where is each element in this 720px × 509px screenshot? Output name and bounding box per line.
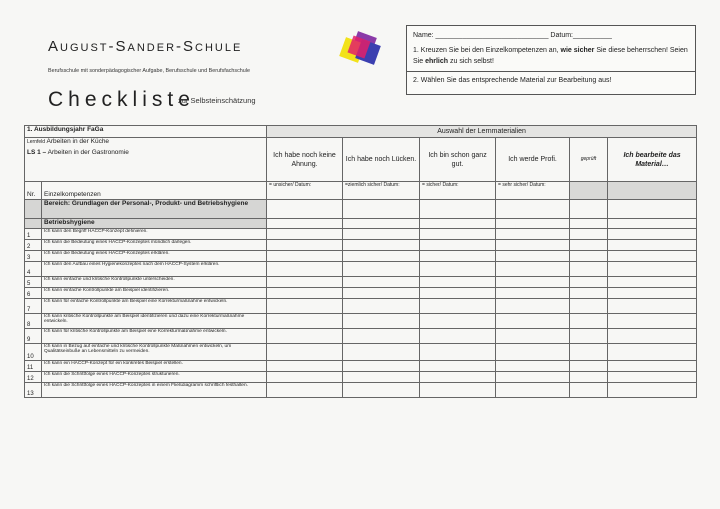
check-cell[interactable]	[343, 229, 420, 240]
check-cell[interactable]	[608, 361, 697, 372]
row-competence: Ich kann einfache und kritische Kontrollpunkte unterscheiden.	[42, 277, 267, 288]
instruction-2: 2. Wählen Sie das entsprechende Material zur Bearbeitung aus!	[413, 77, 612, 84]
check-cell[interactable]	[496, 299, 570, 314]
check-cell[interactable]	[267, 314, 343, 329]
row-number: 13	[25, 383, 42, 398]
row-competence: Ich kann die Schrittfolge eines HACCP-Konzeptes strukturieren.	[42, 372, 267, 383]
page-subtitle: zur Selbsteinschätzung	[178, 96, 256, 105]
row-competence: Ich kann den Begriff HACCP-Konzept definieren.	[42, 229, 267, 240]
page-title: Checkliste	[48, 88, 195, 111]
row-competence: Ich kann ein HACCP-Konzept für ein konkretes Beispiel erstellen.	[42, 361, 267, 372]
check-cell[interactable]	[420, 262, 496, 277]
check-cell[interactable]	[267, 240, 343, 251]
table-row	[25, 372, 697, 383]
instruction-box	[406, 25, 696, 95]
check-cell[interactable]	[420, 314, 496, 329]
check-cell[interactable]	[420, 299, 496, 314]
check-cell[interactable]	[608, 344, 697, 361]
nr-header: Nr.	[25, 182, 42, 200]
row-number: 12	[25, 372, 42, 383]
row-number: 5	[25, 277, 42, 288]
betriebshygiene-label: Betriebshygiene	[42, 219, 267, 229]
check-cell[interactable]	[570, 251, 608, 262]
col-keine-ahnung: Ich habe noch keine Ahnung.	[267, 138, 343, 182]
col-profi: Ich werde Profi.	[496, 138, 570, 182]
check-cell[interactable]	[267, 251, 343, 262]
sub-sicher: = sicher/ Datum:	[420, 182, 496, 200]
col-bearbeite: Ich bearbeite das Material…	[608, 138, 697, 182]
check-cell[interactable]	[420, 372, 496, 383]
check-cell[interactable]	[420, 229, 496, 240]
auswahl-header: Auswahl der Lernmaterialien	[267, 126, 697, 138]
check-cell[interactable]	[608, 372, 697, 383]
school-name: AUGUST-SANDER-SCHULE	[48, 38, 243, 55]
row-number: 9	[25, 329, 42, 344]
check-cell[interactable]	[608, 329, 697, 344]
school-logo	[332, 30, 392, 74]
check-cell[interactable]	[267, 229, 343, 240]
row-number: 11	[25, 361, 42, 372]
row-competence: Ich kann die Bedeutung eines HACCP-Konzeptes erklären.	[42, 251, 267, 262]
ausbildungsjahr: 1. Ausbildungsjahr FaGa	[25, 126, 267, 138]
table-row	[25, 288, 697, 299]
check-cell[interactable]	[496, 344, 570, 361]
check-cell[interactable]	[570, 361, 608, 372]
table-row	[25, 344, 697, 361]
table-row	[25, 277, 697, 288]
check-cell[interactable]	[343, 344, 420, 361]
check-cell[interactable]	[608, 288, 697, 299]
row-competence: Ich kann in Bezug auf einfache und kritische Kontrollpunkte Maßnahmen entwickeln, um Qualitätseinbuße an Lebensmitteln zu vermeiden.	[42, 344, 267, 361]
check-cell[interactable]	[570, 329, 608, 344]
row-competence: Ich kann die Schrittfolge eines HACCP-Konzeptes in einem Fließdiagramm schriftlich festhalten.	[42, 383, 267, 398]
check-cell[interactable]	[267, 262, 343, 277]
check-cell[interactable]	[343, 240, 420, 251]
check-cell[interactable]	[496, 288, 570, 299]
row-competence: Ich kann einfache Kontrollpunkte am Beispiel identifizieren.	[42, 288, 267, 299]
check-cell[interactable]	[343, 314, 420, 329]
check-cell[interactable]	[420, 288, 496, 299]
school-subline: Berufsschule mit sonderpädagogischer Aufgabe, Berufsschule und Berufsfachschule	[48, 68, 250, 74]
check-cell[interactable]	[496, 314, 570, 329]
bereich-label: Bereich: Grundlagen der Personal-, Produkt- und Betriebshygiene	[42, 200, 267, 219]
table-row	[25, 262, 697, 277]
col-geprueft: geprüft	[570, 138, 608, 182]
lernfeld-cell: Lernfeld Arbeiten in der Küche LS 1 – Arbeiten in der Gastronomie	[25, 138, 267, 182]
check-cell[interactable]	[570, 344, 608, 361]
check-cell[interactable]	[343, 251, 420, 262]
instruction-1: 1. Kreuzen Sie bei den Einzelkompetenzen an, wie sicher Sie diese beherrschen! Seien Sie ehrlich zu sich selbst!	[413, 47, 688, 65]
check-cell[interactable]	[608, 314, 697, 329]
check-cell[interactable]	[496, 372, 570, 383]
col-luecken: Ich habe noch Lücken.	[343, 138, 420, 182]
check-cell[interactable]	[570, 277, 608, 288]
row-competence: Ich kann den Aufbau eines Hygienekonzeptes nach dem HACCP-System erklären.	[42, 262, 267, 277]
check-cell[interactable]	[496, 329, 570, 344]
check-cell[interactable]	[267, 277, 343, 288]
check-cell[interactable]	[608, 240, 697, 251]
check-cell[interactable]	[570, 383, 608, 398]
row-number: 6	[25, 288, 42, 299]
row-competence: Ich kann die Bedeutung eines HACCP-Konzeptes mündlich darlegen.	[42, 240, 267, 251]
check-cell[interactable]	[420, 329, 496, 344]
row-number: 4	[25, 262, 42, 277]
check-cell[interactable]	[608, 262, 697, 277]
table-row	[25, 361, 697, 372]
row-number: 1	[25, 229, 42, 240]
check-cell[interactable]	[420, 361, 496, 372]
check-cell[interactable]	[343, 383, 420, 398]
check-cell[interactable]	[343, 372, 420, 383]
check-cell[interactable]	[496, 383, 570, 398]
date-field: Datum:__________	[550, 32, 612, 39]
check-cell[interactable]	[343, 288, 420, 299]
check-cell[interactable]	[343, 277, 420, 288]
row-competence: Ich kann für kritische Kontrollpunkte am Beispiel eine Korrekturmaßnahme entwickeln.	[42, 329, 267, 344]
table-row	[25, 229, 697, 240]
row-competence: Ich kann für einfache Kontrollpunkte am Beispiel eine Korrekturmaßnahme entwickeln.	[42, 299, 267, 314]
check-cell[interactable]	[608, 251, 697, 262]
einzel-header: Einzelkompetenzen	[42, 182, 267, 200]
sub-sehr-sicher: = sehr sicher/ Datum:	[496, 182, 570, 200]
check-cell[interactable]	[343, 299, 420, 314]
check-cell[interactable]	[496, 229, 570, 240]
check-cell[interactable]	[570, 288, 608, 299]
check-cell[interactable]	[496, 240, 570, 251]
check-cell[interactable]	[420, 277, 496, 288]
sub-unsicher: = unsicher/ Datum:	[267, 182, 343, 200]
check-cell[interactable]	[570, 372, 608, 383]
check-cell[interactable]	[267, 383, 343, 398]
check-cell[interactable]	[420, 240, 496, 251]
row-competence: Ich kann kritische Kontrollpunkte am Beispiel identifizieren und dazu eine Korrekturmaßnahme entwickeln.	[42, 314, 267, 329]
check-cell[interactable]	[608, 299, 697, 314]
table-row	[25, 240, 697, 251]
row-number: 3	[25, 251, 42, 262]
check-cell[interactable]	[496, 277, 570, 288]
check-cell[interactable]	[570, 314, 608, 329]
row-number: 10	[25, 344, 42, 361]
row-number: 8	[25, 314, 42, 329]
table-row	[25, 383, 697, 398]
row-number: 7	[25, 299, 42, 314]
check-cell[interactable]	[570, 240, 608, 251]
check-cell[interactable]	[267, 344, 343, 361]
check-cell[interactable]	[496, 262, 570, 277]
table-row	[25, 251, 697, 262]
check-cell[interactable]	[343, 329, 420, 344]
check-cell[interactable]	[420, 383, 496, 398]
name-field: Name: _____________________________	[413, 32, 549, 39]
check-cell[interactable]	[608, 229, 697, 240]
col-ganz-gut: Ich bin schon ganz gut.	[420, 138, 496, 182]
table-row	[25, 314, 697, 329]
check-cell[interactable]	[420, 344, 496, 361]
check-cell[interactable]	[267, 299, 343, 314]
check-cell[interactable]	[267, 372, 343, 383]
check-cell[interactable]	[343, 262, 420, 277]
check-cell[interactable]	[496, 361, 570, 372]
check-cell[interactable]	[496, 251, 570, 262]
row-number: 2	[25, 240, 42, 251]
check-cell[interactable]	[608, 383, 697, 398]
check-cell[interactable]	[343, 361, 420, 372]
check-cell[interactable]	[267, 288, 343, 299]
table-row	[25, 299, 697, 314]
check-cell[interactable]	[267, 329, 343, 344]
check-cell[interactable]	[267, 361, 343, 372]
check-cell[interactable]	[570, 229, 608, 240]
check-cell[interactable]	[420, 251, 496, 262]
sub-ziemlich: =ziemlich sicher/ Datum:	[343, 182, 420, 200]
name-date-line	[413, 30, 689, 41]
check-cell[interactable]	[570, 299, 608, 314]
check-cell[interactable]	[570, 262, 608, 277]
table-row	[25, 329, 697, 344]
check-cell[interactable]	[608, 277, 697, 288]
checklist-table	[24, 125, 697, 398]
